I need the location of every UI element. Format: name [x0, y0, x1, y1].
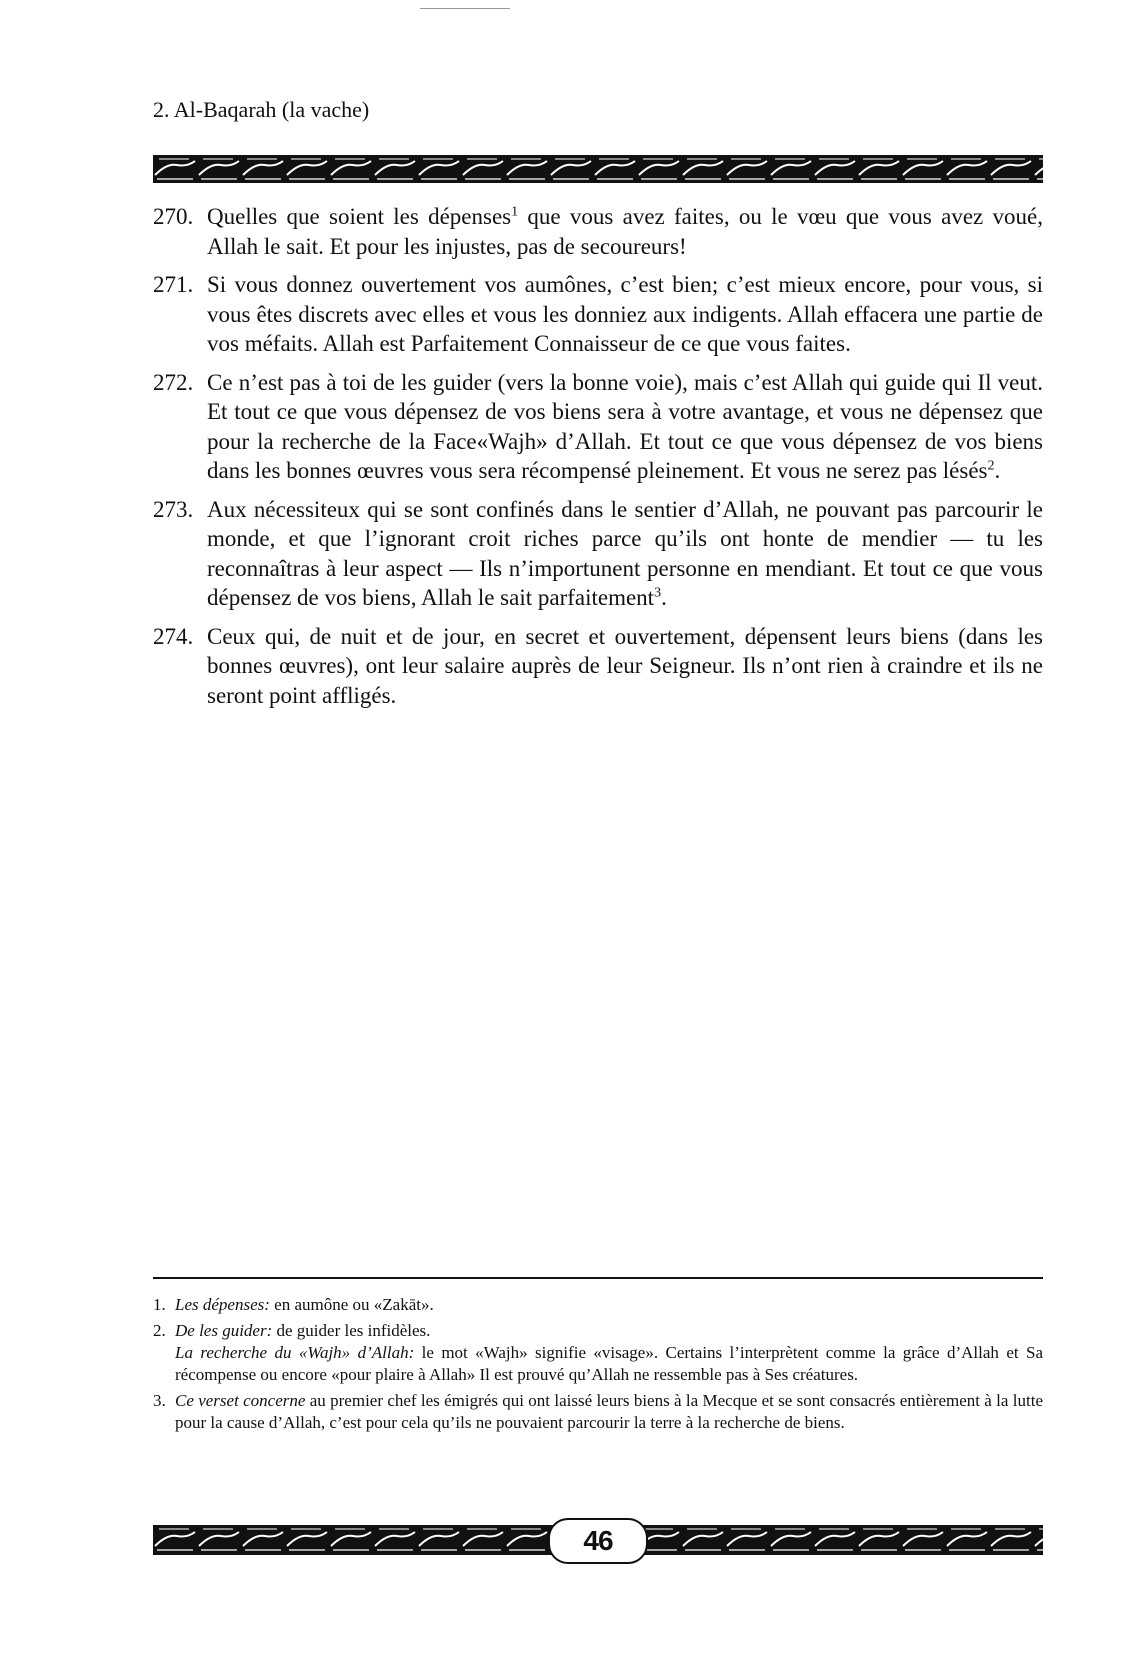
- verse-272: [153, 368, 1043, 486]
- verse-text: Ceux qui, de nuit et de jour, en secret et ouvertement, dépensent leurs biens (dans les bonnes œuvres), ont leur salaire auprès de leur Seigneur. Ils n’ont rien à craindre et ils ne seront point affligés.: [207, 623, 1043, 708]
- footnote-number: 3.: [153, 1391, 166, 1410]
- footnotes-list: [153, 1294, 1043, 1438]
- verse-number: 271.: [153, 272, 194, 297]
- verse-text: Ce n’est pas à toi de les guider (vers la bonne voie), mais c’est Allah qui guide qui Il veut. Et tout ce que vous dépensez de vos biens sera à votre avantage, et vous ne dépensez que pour la recherche de la Face«Wajh» d’Allah. Et tout ce que vous dépensez de vos biens dans les bonnes œuvres vous sera récompensé pleinement. Et vous ne serez pas lésés$^2$.: [207, 369, 1043, 483]
- footnote-text: Les dépenses: en aumône ou «Zakāt».: [175, 1295, 434, 1314]
- footnote-2: [153, 1320, 1043, 1386]
- footnote-ref[interactable]: 3: [654, 585, 662, 601]
- ornament-band-top: [153, 155, 1043, 183]
- footnote-number: 1.: [153, 1295, 166, 1314]
- verse-text: Quelles que soient les dépenses$^1$ que vous avez faites, ou le vœu que vous avez voué, Allah le sait. Et pour les injustes, pas de secoureurs!: [207, 204, 1043, 259]
- top-rule: [420, 8, 510, 9]
- verse-number: 274.: [153, 623, 194, 649]
- footnote-separator: [153, 1277, 1043, 1279]
- verses-list: [153, 202, 1043, 719]
- chapter-header: 2. Al-Baqarah (la vache): [153, 97, 370, 122]
- verse-273: [153, 495, 1043, 613]
- footnote-1: [153, 1294, 1043, 1316]
- verse-number: 272.: [153, 369, 194, 395]
- verse-274: [153, 622, 1043, 711]
- verse-text: Si vous donnez ouvertement vos aumônes, c’est bien; c’est mieux encore, pour vous, si vous êtes discrets avec elles et vous les donniez aux indigents. Allah effacera une partie de vos méfaits. Allah est Parfaitement Connaisseur de ce que vous faites.: [207, 272, 1043, 356]
- footnote-text: Ce verset concerne au premier chef les émigrés qui ont laissé leurs biens à la Mecque et se sont consacrés entièrement à la lutte pour la cause d’Allah, c’est pour cela qu’ils ne pouvaient parcourir la terre à la recherche de biens.: [175, 1391, 1043, 1432]
- footnote-number: 2.: [153, 1321, 166, 1340]
- page-number: 46: [548, 1518, 648, 1564]
- footnote-ref[interactable]: 2: [987, 458, 995, 474]
- verse-271: [153, 270, 1043, 359]
- footnote-ref[interactable]: 1: [511, 204, 519, 220]
- verse-number: 273.: [153, 496, 194, 522]
- verse-text: Aux nécessiteux qui se sont confinés dans le sentier d’Allah, ne pouvant pas parcourir le monde, et que l’ignorant croit riches parce qu’ils ont honte de mendier — tu les reconnaîtras à leur aspect — Ils n’importunent personne en mendiant. Et tout ce que vous dépensez de vos biens, Allah le sait parfaitement$^3$.: [207, 496, 1043, 610]
- verse-number: 270.: [153, 204, 194, 229]
- footnote-text: De les guider: de guider les infidèles. La recherche du «Wajh» d’Allah: le mot «Wajh» signifie «visage». Certains l’interprètent comme la grâce d’Allah et Sa récompense ou encore «pour plaire à Allah» Il est prouvé qu’Allah ne ressemble pas à Ses créatures.: [175, 1321, 1043, 1384]
- footnote-3: [153, 1390, 1043, 1434]
- verse-270: [153, 202, 1043, 261]
